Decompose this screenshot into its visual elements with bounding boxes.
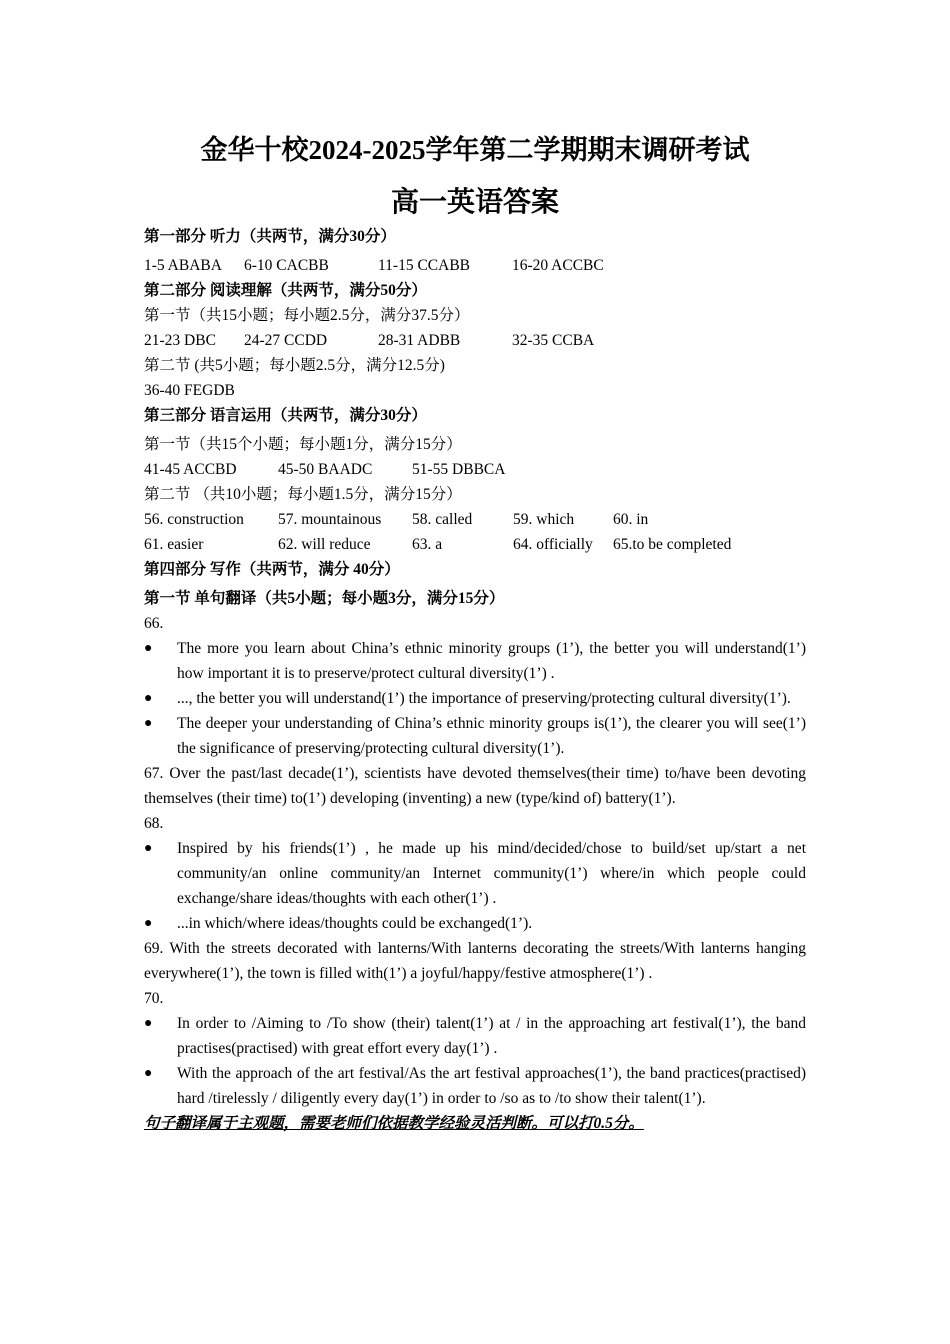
answer-bullet (144, 711, 806, 761)
answer-group: 24-27 CCDD (244, 332, 328, 349)
part4-heading: 第四部分 写作（共两节，满分 40分） (144, 561, 400, 578)
answer-bullet (144, 1011, 806, 1061)
bullet-icon: ● (144, 916, 153, 931)
part4-section1-label: 第一节 单句翻译（共5小题；每小题3分，满分15分） (144, 590, 505, 607)
answer-bullet (144, 636, 806, 686)
fill-in-row-2 (144, 532, 806, 557)
answer-text: ..., the better you will understand(1’) the importance of preserving/protecting cultural diversity(1’). (177, 690, 791, 707)
answer-group: 41-45 ACCBD (144, 461, 237, 478)
answer-group: 51-55 DBBCA (412, 461, 506, 478)
bullet-icon: ● (144, 641, 153, 656)
answer-group: 45-50 BAADC (278, 461, 373, 478)
answer-text: In order to /Aiming to /To show (their) talent(1’) at / in the approaching art festival(1’), the band practises(practised) with great effort every day(1’) . (177, 1015, 806, 1057)
answer-bullet (144, 836, 806, 911)
answer-text: With the approach of the art festival/As the art festival approaches(1’), the band practices(practised) hard /tirelessly / diligently every day(1’) in order to /so as to /to show their talent(1’). (177, 1065, 806, 1107)
fill-answer: 62. will reduce (278, 536, 371, 553)
part3-section2-label: 第二节 （共10小题；每小题1.5分，满分15分） (144, 486, 462, 503)
answer-group: 21-23 DBC (144, 332, 216, 349)
exam-title: 金华十校2024-2025学年第二学期期末调研考试 (200, 135, 750, 165)
fill-answer: 58. called (412, 511, 473, 528)
answer-group: 28-31 ADBB (378, 332, 461, 349)
answer-group: 1-5 ABABA (144, 257, 222, 274)
answer-text: Inspired by his friends(1’) , he made up his mind/decided/chose to build/set up/start a net community/an online community/an Internet community(1’) where/in which people could exchange/share ideas/thoughts with each other(1’) . (177, 840, 806, 907)
part3-heading: 第三部分 语言运用（共两节，满分30分） (144, 407, 427, 424)
answer-text: The more you learn about China’s ethnic minority groups (1’), the better you will understand(1’) how important it is to preserve/protect cultural diversity(1’) . (177, 640, 806, 682)
answer-key-title: 高一英语答案 (390, 187, 559, 218)
fill-answer: 65.to be completed (613, 536, 732, 553)
bullet-icon: ● (144, 691, 153, 706)
part1-heading: 第一部分 听力（共两节，满分30分） (144, 228, 396, 245)
bullet-icon: ● (144, 841, 153, 856)
answer-group: 16-20 ACCBC (512, 257, 604, 274)
reading-answers (144, 328, 806, 353)
question-67-answer: 67. Over the past/last decade(1’), scientists have devoted themselves(their time) to/have been devoting themselves (their time) to(1’) developing (inventing) a new (type/kind of) battery(1’). (144, 765, 806, 807)
part2-section1-label: 第一节（共15小题；每小题2.5分，满分37.5分） (144, 307, 470, 324)
answer-text: ...in which/where ideas/thoughts could be exchanged(1’). (177, 915, 533, 932)
part3-section1-label: 第一节（共15个小题；每小题1分，满分15分） (144, 436, 462, 453)
answer-text: The deeper your understanding of China’s ethnic minority groups is(1’), the clearer you will see(1’) the significance of preserving/protecting cultural diversity(1’). (177, 715, 806, 757)
answer-bullet (144, 686, 806, 711)
fill-in-row-1 (144, 507, 806, 532)
fill-answer: 61. easier (144, 536, 204, 553)
answer-bullet (144, 911, 806, 936)
answer-group: 11-15 CCABB (378, 257, 471, 274)
question-66-number: 66. (144, 615, 164, 632)
bullet-icon: ● (144, 1066, 153, 1081)
fill-answer: 59. which (513, 511, 575, 528)
bullet-icon: ● (144, 716, 153, 731)
bullet-icon: ● (144, 1016, 153, 1031)
question-68-number: 68. (144, 815, 164, 832)
answer-content (144, 224, 806, 1136)
answer-group: 6-10 CACBB (244, 257, 329, 274)
question-69-answer: 69. With the streets decorated with lanterns/With lanterns decorating the streets/With lanterns hanging everywhere(1’), the town is filled with(1’) a joyful/happy/festive atmosphere(1’) . (144, 940, 806, 982)
fill-answer: 56. construction (144, 511, 244, 528)
answer-group: 32-35 CCBA (512, 332, 595, 349)
question-70-number: 70. (144, 990, 164, 1007)
fill-answer: 57. mountainous (278, 511, 382, 528)
listening-answers (144, 253, 806, 278)
fill-answer: 60. in (613, 511, 649, 528)
part2-heading: 第二部分 阅读理解（共两节，满分50分） (144, 282, 427, 299)
part2-section2-label: 第二节 (共5小题；每小题2.5分，满分12.5分) (144, 357, 445, 374)
answer-bullet (144, 1061, 806, 1111)
fill-answer: 63. a (412, 536, 443, 553)
fill-answer: 64. officially (513, 536, 593, 553)
reading-section2-answers: 36-40 FEGDB (144, 382, 235, 399)
language-answers (144, 457, 806, 482)
grading-note: 句子翻译属于主观题，需要老师们依据教学经验灵活判断。可以打0.5分。 (144, 1115, 644, 1132)
